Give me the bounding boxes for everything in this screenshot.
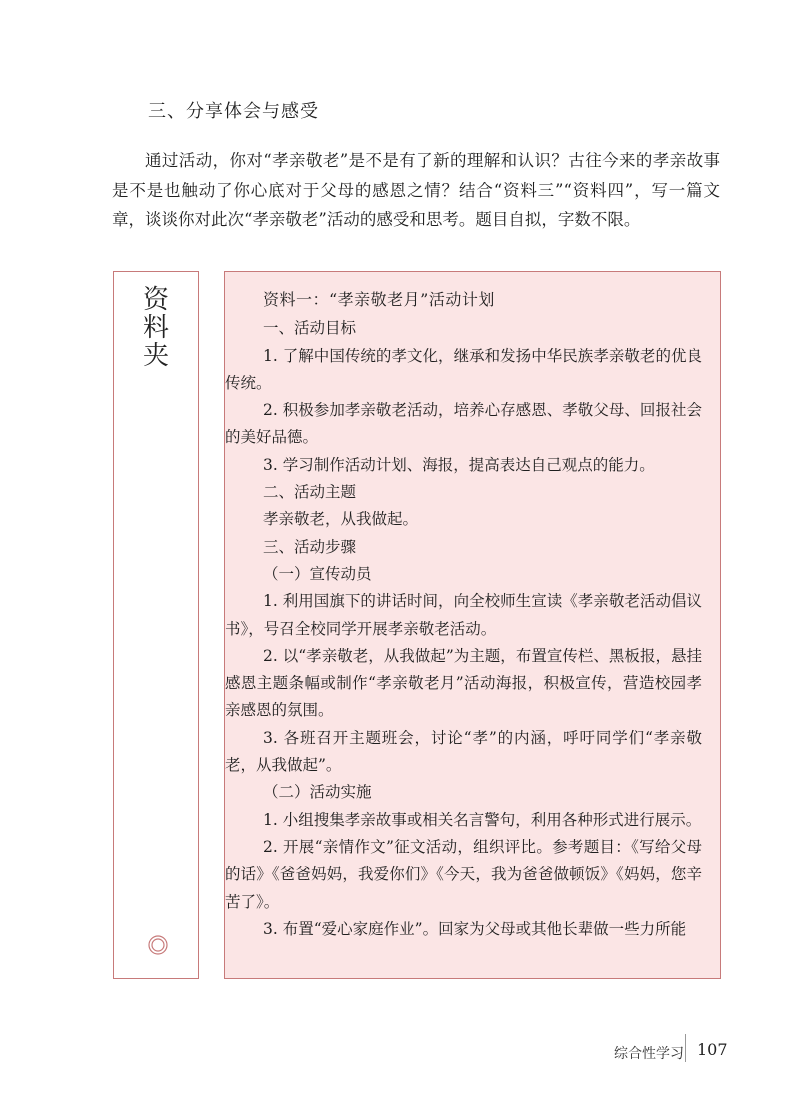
- panel-paragraph: 二、活动主题: [263, 483, 357, 502]
- resource-folder-sidebar: [113, 271, 199, 979]
- intro-paragraph: [112, 146, 720, 235]
- footer-section-label: 综合性学习: [614, 1046, 684, 1062]
- panel-paragraph: （二）活动实施: [263, 783, 372, 802]
- panel-items: [225, 315, 702, 943]
- sidebar-title-char: 料: [142, 313, 169, 343]
- panel-paragraph: 1. 了解中国传统的孝文化，继承和发扬中华民族孝亲敬老的优良传统。: [225, 346, 702, 392]
- panel-paragraph: 3. 各班召开主题班会，讨论“孝”的内涵，呼吁同学们“孝亲敬老，从我做起”。: [225, 728, 702, 775]
- panel-paragraph: 1. 小组搜集孝亲故事或相关名言警句，利用各种形式进行展示。: [263, 810, 702, 829]
- panel-paragraph: 1. 利用国旗下的讲话时间，向全校师生宣读《孝亲敬老活动倡议书》，号召全校同学开展孝亲敬老活动。: [225, 592, 702, 638]
- panel-paragraph: 2. 开展“亲情作文”征文活动，组织评比。参考题目：《写给父母的话》《爸爸妈妈，我爱你们》《今天，我为爸爸做顿饭》《妈妈，您辛苦了》。: [225, 837, 702, 911]
- panel-paragraph: 3. 布置“爱心家庭作业”。回家为父母或其他长辈做一些力所能: [263, 919, 687, 938]
- panel-paragraph: 2. 积极参加孝亲敬老活动，培养心存感恩、孝敬父母、回报社会的美好品德。: [225, 401, 702, 447]
- panel-paragraph: 2. 以“孝亲敬老，从我做起”为主题，布置宣传栏、黑板报，悬挂感恩主题条幅或制作“孝亲敬老月”活动海报，积极宣传，营造校园孝亲感恩的氛围。: [225, 646, 702, 720]
- panel-paragraph: 3. 学习制作活动计划、海报，提高表达自己观点的能力。: [263, 455, 655, 474]
- concentric-circle-icon: [148, 935, 168, 955]
- page-number: 107: [697, 1040, 728, 1059]
- intro-text: 通过活动，你对“孝亲敬老”是不是有了新的理解和认识？古往今来的孝亲故事是不是也触动了你心底对于父母的感恩之情？结合“资料三”“资料四”，写一篇文章，谈谈你对此次“孝亲敬老”活动的感受和思考。题目自拟，字数不限。: [112, 151, 720, 229]
- footer-divider: [685, 1034, 686, 1062]
- panel-paragraph: 三、活动步骤: [263, 537, 357, 556]
- sidebar-title-char: 夹: [142, 341, 169, 371]
- section-heading: 三、分享体会与感受: [148, 101, 319, 122]
- panel-paragraph: （一）宣传动员: [263, 564, 372, 583]
- sidebar-title: [114, 286, 198, 370]
- panel-title: 资料一：“孝亲敬老月”活动计划: [263, 290, 495, 309]
- resource-panel: [224, 271, 721, 979]
- sidebar-title-char: 资: [142, 285, 169, 315]
- panel-paragraph: 孝亲敬老，从我做起。: [263, 510, 419, 529]
- panel-paragraph: 一、活动目标: [263, 319, 357, 338]
